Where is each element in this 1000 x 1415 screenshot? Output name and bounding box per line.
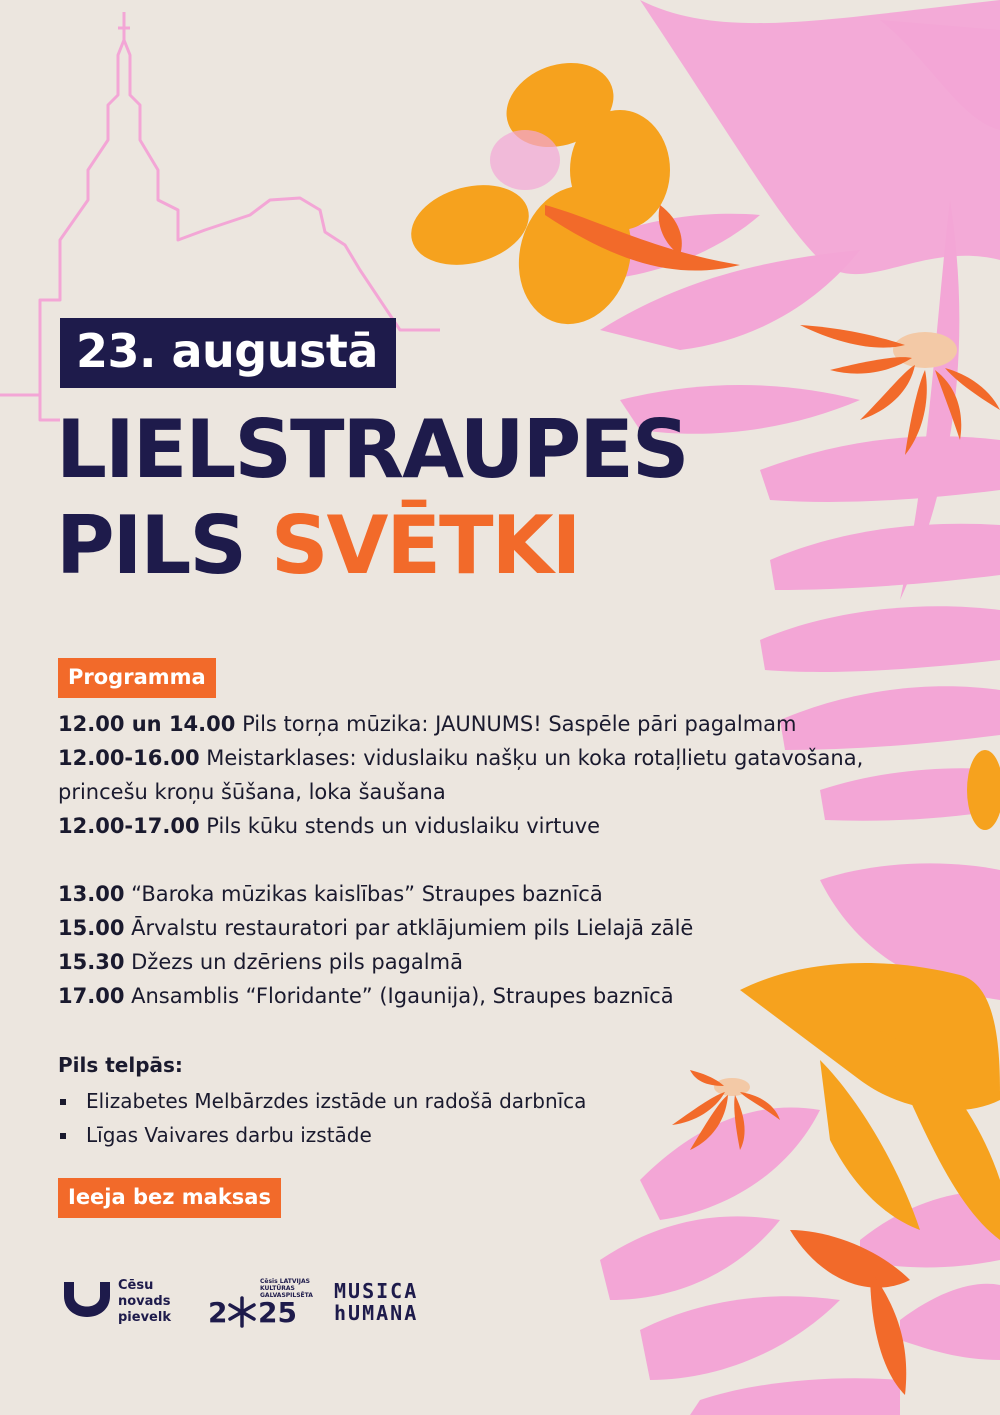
- venue-list: [58, 1084, 586, 1152]
- program-time: 15.00: [58, 916, 125, 940]
- program-item: [58, 979, 918, 1013]
- program-item: [58, 809, 918, 843]
- free-entry-label: Ieeja bez maksas: [58, 1178, 281, 1218]
- culture-capital-logo: [208, 1278, 318, 1330]
- asterisk-icon: [226, 1296, 258, 1328]
- cesu-u-icon: [62, 1276, 112, 1326]
- program-time: 12.00-17.00: [58, 814, 200, 838]
- orange-daisy-icon: [800, 325, 1000, 455]
- program-text: Meistarklases: viduslaiku našķu un koka rotaļlietu gatavošana,: [206, 746, 864, 770]
- program-item: [58, 741, 918, 775]
- event-title: [56, 402, 687, 594]
- program-item: [58, 877, 918, 911]
- musica-logo-line1: MUSICA: [334, 1279, 419, 1303]
- musica-logo-line2: hUMANA: [334, 1301, 419, 1325]
- program-time: 13.00: [58, 882, 125, 906]
- program-time: 12.00-16.00: [58, 746, 200, 770]
- venue-section: [58, 1048, 586, 1152]
- title-line1: LIELSTRAUPES: [56, 403, 688, 496]
- program-text: Ansamblis “Floridante” (Igaunija), Straupes baznīcā: [131, 984, 674, 1008]
- program-item-continuation: princešu kroņu šūšana, loka šaušana: [58, 780, 446, 804]
- program-time: 15.30: [58, 950, 125, 974]
- program-text: “Baroka mūzikas kaislības” Straupes baznīcā: [131, 882, 603, 906]
- capital-year-left: 2: [208, 1296, 228, 1329]
- venue-item: Līgas Vaivares darbu izstāde: [58, 1118, 586, 1152]
- program-item: [58, 707, 918, 741]
- cesu-logo-line1: Cēsu: [118, 1278, 154, 1293]
- event-date-badge: 23. augustā: [60, 318, 396, 388]
- program-text: Ārvalstu restauratori par atklājumiem pils Lielajā zālē: [131, 916, 694, 940]
- venue-item: Elizabetes Melbārzdes izstāde un radošā darbnīca: [58, 1084, 586, 1118]
- program-text: Pils kūku stends un viduslaiku virtuve: [206, 814, 601, 838]
- program-item: [58, 945, 918, 979]
- capital-year-right: 25: [258, 1296, 297, 1329]
- musica-humana-logo: [334, 1280, 418, 1324]
- program-time: 17.00: [58, 984, 125, 1008]
- cesu-logo-line2: novads: [118, 1294, 171, 1309]
- cesu-logo-line3: pievelk: [118, 1310, 171, 1325]
- venue-heading: Pils telpās:: [58, 1053, 183, 1077]
- title-line2-accent: SVĒTKI: [270, 499, 580, 592]
- program-label: Programma: [58, 658, 216, 698]
- program-item: [58, 911, 918, 945]
- title-line2-dark: PILS: [56, 499, 245, 592]
- cesu-novads-logo: [62, 1276, 192, 1332]
- program-list: [58, 707, 918, 1013]
- program-time: 12.00 un 14.00: [58, 712, 236, 736]
- program-text: Pils torņa mūzika: JAUNUMS! Saspēle pāri pagalmam: [242, 712, 797, 736]
- culture-capital-caption: Cēsis LATVIJAS KULTŪRAS GALVASPILSĒTA: [260, 1278, 313, 1299]
- program-text: Džezs un dzēriens pils pagalmā: [131, 950, 463, 974]
